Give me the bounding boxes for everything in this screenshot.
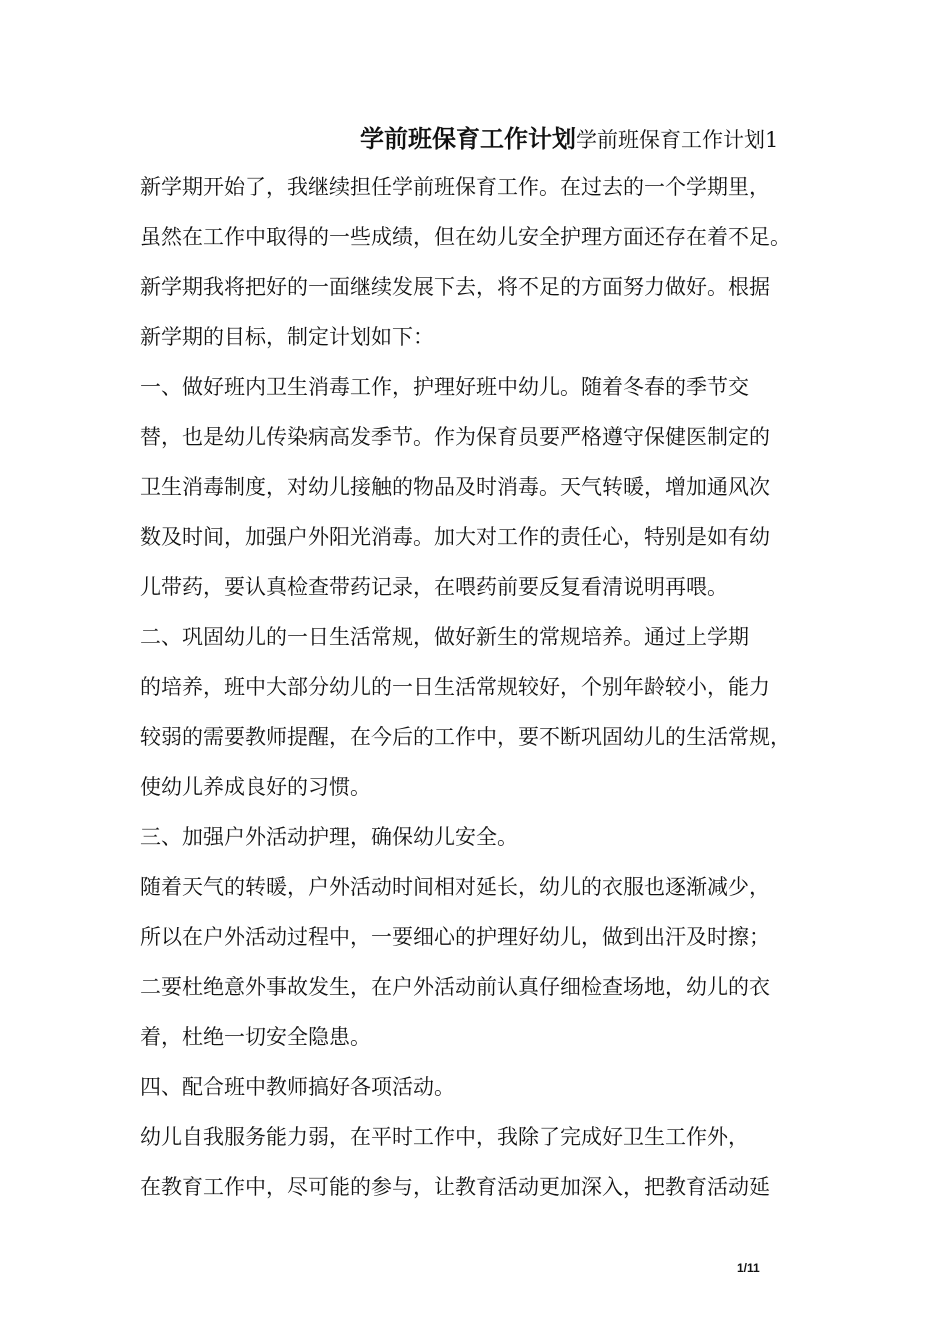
body-line: 新学期开始了，我继续担任学前班保育工作。在过去的一个学期里， — [140, 175, 770, 199]
body-line: 使幼儿养成良好的习惯。 — [140, 775, 371, 799]
body-line: 二要杜绝意外事故发生，在户外活动前认真仔细检查场地，幼儿的衣 — [140, 975, 770, 999]
body-line: 新学期我将把好的一面继续发展下去，将不足的方面努力做好。根据 — [140, 275, 770, 299]
body-line: 儿带药，要认真检查带药记录，在喂药前要反复看清说明再喂。 — [140, 575, 728, 599]
body-line: 一、做好班内卫生消毒工作，护理好班中幼儿。随着冬春的季节交 — [140, 375, 749, 399]
document-title: 学前班保育工作计划 — [360, 125, 576, 153]
body-line: 新学期的目标，制定计划如下： — [140, 325, 434, 349]
body-line: 四、配合班中教师搞好各项活动。 — [140, 1075, 455, 1099]
body-line: 所以在户外活动过程中，一要细心的护理好幼儿，做到出汗及时擦； — [140, 925, 770, 949]
page-number: 1/11 — [737, 1261, 760, 1275]
body-line: 三、加强户外活动护理，确保幼儿安全。 — [140, 825, 518, 849]
body-line: 幼儿自我服务能力弱，在平时工作中，我除了完成好卫生工作外， — [140, 1125, 749, 1149]
title-line — [360, 122, 778, 159]
body-line: 的培养，班中大部分幼儿的一日生活常规较好，个别年龄较小，能力 — [140, 675, 770, 699]
body-line: 数及时间，加强户外阳光消毒。加大对工作的责任心，特别是如有幼 — [140, 525, 770, 549]
document-subtitle: 学前班保育工作计划1 — [576, 128, 779, 152]
body-line: 二、巩固幼儿的一日生活常规，做好新生的常规培养。通过上学期 — [140, 625, 749, 649]
body-line: 在教育工作中，尽可能的参与，让教育活动更加深入，把教育活动延 — [140, 1175, 770, 1199]
body-line: 着，杜绝一切安全隐患。 — [140, 1025, 371, 1049]
body-line: 随着天气的转暖，户外活动时间相对延长，幼儿的衣服也逐渐减少， — [140, 875, 770, 899]
body-line: 较弱的需要教师提醒，在今后的工作中，要不断巩固幼儿的生活常规， — [140, 725, 791, 749]
body-line: 替，也是幼儿传染病高发季节。作为保育员要严格遵守保健医制定的 — [140, 425, 770, 449]
body-line: 虽然在工作中取得的一些成绩，但在幼儿安全护理方面还存在着不足。 — [140, 225, 791, 249]
body-line: 卫生消毒制度，对幼儿接触的物品及时消毒。天气转暖，增加通风次 — [140, 475, 770, 499]
